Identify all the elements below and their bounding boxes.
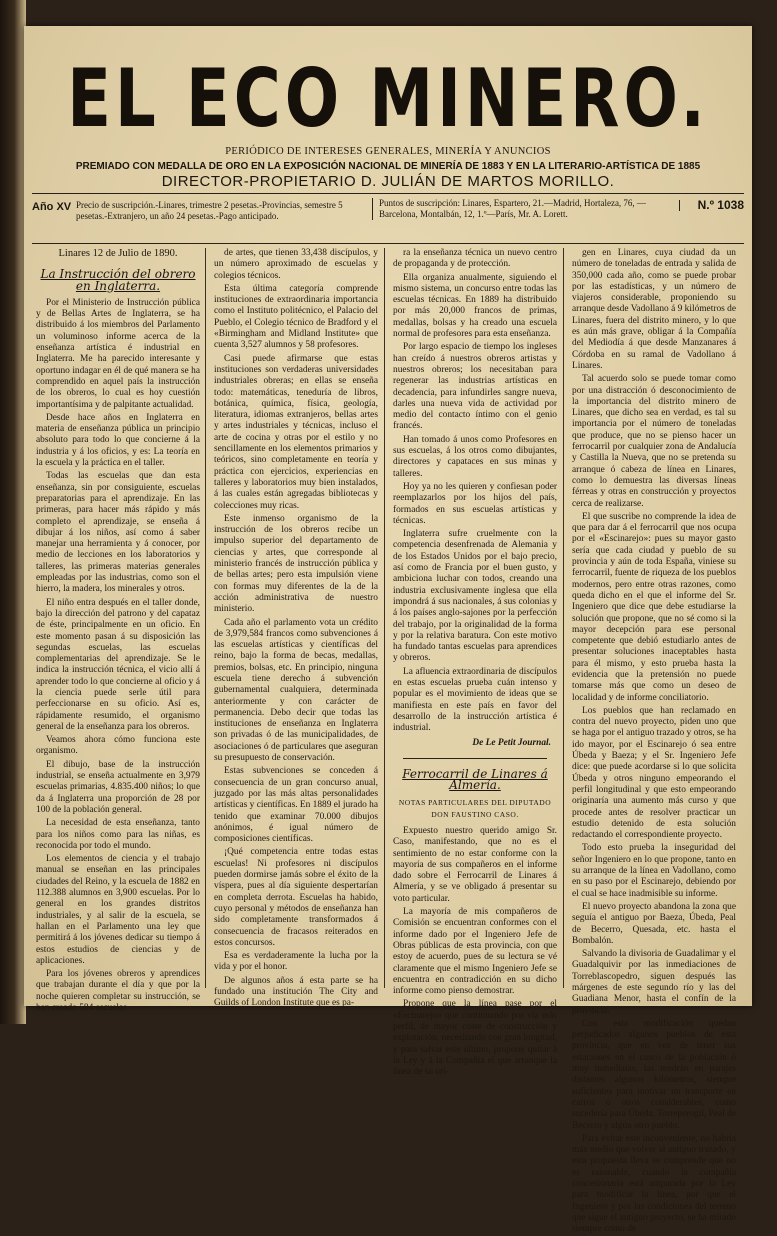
paragraph: La mayoría de mis compañeros de Comisión se encuentran conformes con el informe dado por el Ingeniero Jefe de Obras públicas de esta provincia, con que estoy de acuerdo, pues de su lectura se vé claramente que el mismo Ingeniero Jefe se encuentra en contradicción en su dicho informe como pienso demostrar. [393,907,557,997]
paragraph: Para evitar este inconveniente, no habría más medio que volver al antiguo trazado, y esta propuesta lleva se comprende que no es razonable, cuando la compañía concesionaria está amparada por la Ley para modificar la línea, por que el Ingeniero y por las condiciones del terreno que sigue el antiguo proyecto, se ha mirado siempre como de [572,1133,736,1235]
article-headline: Ferrocarril de Linares á Almería. [402,766,548,793]
paragraph: Todo esto prueba la inseguridad del señor Ingeniero en lo que propone, tanto en su arranque de la línea en Vadollano, como en su paso por el Escinarejo, debiendo por el cual se hace inadmisible su informe. [572,843,736,899]
article-headline: La Instrucción del obrero en Inglaterra. [40,267,196,293]
column-divider [384,248,385,988]
masthead-award: PREMIADO CON MEDALLA DE ORO EN LA EXPOSICIÓN NACIONAL DE MINERÍA DE 1883 Y EN LA LITERARIO-ARTÍSTICA DE 1885 [75,161,701,172]
paragraph: Casi puede afirmarse que estas instituciones son verdaderas universidades industriales obreras; en ellas se enseña todo: matemáticas, teneduría de libros, botánica, química, física, geología, literatura, idiomas extranjeros, bellas artes y artes industriales y técnicas, incluso el arte de cocina y otras por el estilo y no sencillamente en los elementos primarios y teóricos, sino completamente en teoría y práctica con ejercicios, experiencias en talleres y laboratorios muy bien instalados, á las cuales están agregadas bibliotecas y colecciones muy ricas. [214,353,378,511]
paragraph: El que suscribe no comprende la idea de que para dar á el ferrocarril que nos ocupa por el «Escinarejo»: pues su mayor gasto sería que cada ciudad y pueblo de su provincia y aún de toda España, viniese su ferrocarril, fuente de riqueza de los pueblos modernos, pero entre otras razones, como queda dicho en el que el informe del Sr. Ingeniero que dice que debe estudiarse la solución que propone, que no sé como si la mayor decepción para ese personal competente que debió estudiarlo antes de presentar soluciones inaceptables hasta para él mismo, y esto prueba hasta la evidencia que la pretensión no puede tomarse más que como un deseo de localidad y de informe conciliatorio. [572,511,736,703]
subscription-points: Puntos de suscripción: Linares, Espartero, 21.—Madrid, Hortaleza, 76, —Barcelona, Montalbán, 12, 1.º—París, Mr. A. Lorett. [372,198,679,220]
masthead-subtitle: PERIÓDICO DE INTERESES GENERALES, MINERÍA Y ANUNCIOS [225,146,551,157]
article-subhead: NOTAS PARTICULARES DEL DIPUTADO DON FAUSTINO CASO. [398,798,552,819]
paragraph: Salvando la divisoria de Guadalimar y el Guadalquivir por las inmediaciones de Torreblascopedro, siguen después las márgenes de este segundo río y las del Guadiana Menor, hasta el confín de la provincia. [572,949,736,1016]
column-divider [205,248,206,988]
column-1 [36,248,200,1013]
paragraph: ra la enseñanza técnica un nuevo centro de propaganda y de protección. [393,248,557,270]
column-4 [572,248,737,1235]
column-divider [563,248,564,988]
paragraph: de artes, que tienen 33,438 discípulos, y un número aproximado de escuelas y colegios técnicos. [214,248,378,281]
article-signature: De Le Petit Journal. [472,738,551,749]
paragraph: El dibujo, base de la instrucción industrial, se enseña actualmente en 3,979 escuelas primarias, 4.835.400 niños; lo que da á Inglaterra una proporción de 28 por 100 de la población general. [36,759,200,815]
paragraph: Expuesto nuestro querido amigo Sr. Caso, manifestando, que no es el sentimiento de no estar conforme con la mayoría de sus compañeros en el informe dado sobre el Ferrocarril de Linares á Almería, y se ve obligado á presentar su voto particular. [393,825,557,904]
paragraph: Esa es verdaderamente la lucha por la vida y por el honor. [214,951,378,973]
paragraph: La afluencia extraordinaria de discípulos en estas escuelas prueba cuán intenso y popular es el movimiento de ideas que se manifiesta en este país en favor del desarrollo de la instrucción artística é industrial. [393,666,557,734]
rule-top [32,193,744,194]
issue-year: Año XV [32,201,72,213]
paragraph: Esta última categoría comprende instituciones de extraordinaria importancia como el Instituto politécnico, el Palacio del Pueblo, el Colegio técnico de Bradford y el «Birmingham and Midland Institute» que cuenta 3,527 alumnos y 58 profesores. [214,283,378,351]
paragraph: ¡Qué competencia entre todas estas escuelas! Ni profesores ni discípulos pueden dormirse jamás sobre el éxito de la víspera, pues al día siguiente despertarían en completa derrota. Escuelas ha habido, cuyo personal y métodos de enseñanza han sido completamente transformados á consecuencia de fracasos reiterados en estos concursos. [214,847,378,948]
masthead-director: DIRECTOR-PROPIETARIO D. JULIÁN DE MARTOS MORILLO. [161,173,615,190]
paragraph: Por largo espacio de tiempo los ingleses han creído á nuestros obreros artistas y nuestros obreros; los necesitaban para regenerar las industrias artísticas en decadencia, para infundirles sangre nueva, darles una nueva vida de actividad por medio del contacto íntimo con el genio francés. [393,342,557,432]
paragraph: Hoy ya no les quieren y confiesan poder reemplazarlos por los hijos del país, formados en sus escuelas artísticas y técnicas. [393,481,557,526]
paragraph: Por el Ministerio de Instrucción pública y de Bellas Artes de Inglaterra, se ha distribuido á los miembros del Parlamento un voluminoso informe acerca de la enseñanza artística é industrial en Inglaterra. Me ha parecido interesante y oportuno indagar en él de qué manera se ha comprendido en aquel país la instrucción de los obreros, lo cual es hoy cuestión importantísima y de palpitante actualidad. [36,297,200,410]
column-2 [214,248,379,1009]
paragraph: Estas subvenciones se conceden á consecuencia de un gran concurso anual, juzgado por las más altas personalidades artísticas y científicas. En 1889 el jurado ha tenido que examinar 70.000 dibujos anónimos, é igual número de composiciones científicas. [214,766,379,845]
paragraph: Con esta modificación quedan perjudicados algunos pueblos de esta provincia, que en vez de tener sus estaciones en el casco de la población ó muy inmediatas, las tendrán en parajes distantes algunos kilómetros, siempre suficientes para motivar un transporte en carros ó otros considerables, como sucedería para Úbeda, Torreperogil, Peal de Becerro y algún otro pueblo. [572,1018,736,1131]
paragraph: Propone que la línea pase por el «Escinarejo» que continuando por vía más perfil, de mayor coste de construcción y explotación, necesitando con gran longitud, y para salvar este último, propone quitar á la Ley y á la Compañía el que arranque la línea de su ori- [393,999,557,1078]
paragraph: Veamos ahora cómo funciona este organismo. [36,735,200,757]
paragraph: El nuevo proyecto abandona la zona que seguía el antiguo por Baeza, Úbeda, Peal de Becerro, Quesada, etc. hasta el Bombalón. [572,901,736,946]
paragraph: La necesidad de esta enseñanza, tanto para los niños como para las niñas, es reconocida por todo el mundo. [36,818,200,851]
paragraph: Desde hace años en Inglaterra en materia de enseñanza pública un principio absoluto para todo lo que concierne á la industria y á los oficios, y es: La teoría en la escuela y la práctica en el taller. [36,412,200,469]
subscription-prices: Precio de suscripción.-Linares, trimestre 2 pesetas.-Provincias, semestre 5 pesetas.-Extranjero, un año 24 pesetas.-Pago anticipado. [76,200,343,221]
paragraph: El niño entra después en el taller donde, bajo la dirección del patrono y del capataz de éste, principalmente en un oficio. En este momento pasan á su disposición las segundas escuelas, las escuelas complementarias del aprendizaje. Se le indica la instrucción técnica, el vicio allí á aprender todo lo que concierne al oficio y á la ciencia puede serle útil para perfeccionarse en su oficio. Así es, rápidamente resumido, el organismo general de la enseñanza para los obreros. [36,597,200,732]
dateline: Linares 12 de Julio de 1890. [58,248,178,259]
binding-spine [0,0,26,1024]
paragraph: Los elementos de ciencia y el trabajo manual se enseñan en las principales ciudades del Reino, y la escuela de 1882 en 112.388 alumnos en 3,900 escuelas. Por lo general en los grandes distritos industriales, y al salir de la escuela, se hallan en el Parlamento una ley que permitirá á los jóvenes dedicar su tiempo á estos estudios de ciencias y de aplicaciones. [36,854,200,966]
info-bar [32,196,744,242]
newspaper-page [24,26,752,1235]
paragraph: Los pueblos que han reclamado en contra del nuevo proyecto, piden uno que se haga por el antiguo trazado y otros, se ha ido mayor, por el Escinarejo ó sea entre Úbeda y Baeza; y el Sr. Ingeniero Jefe dice: que puede acordarse si lo que solicita Úbeda y otros ninguno empeorando el perfil longitudinal y que esto empeorando originaría una aumento más curso y que procede antes de resolver practicar un estudio detenido de esta solución redactando el correspondiente proyecto. [572,705,737,841]
section-divider [403,758,547,759]
paragraph: Cada año el parlamento vota un crédito de 3,979,584 francos como subvenciones á las escuelas artísticas y científicas del reino, bajo la forma de becas, medallas, premios, bolsas, etc. En principio, ninguna escuela tiene derecho á subvención gubernamental cualquiera, determinada anteriormente y con carácter de permanencia. Debo decir que todas las instituciones de enseñanza en Inglaterra son privadas ó de las municipalidades, de asociaciones ó de particulares que aseguran su presupuesto de conservación. [214,617,378,764]
rule-bottom [32,243,744,244]
paragraph: Este inmenso organismo de la instrucción de los obreros recibe un impulso superior del departamento de ciencias y artes, que corresponde al ministerio francés de instrucción pública y de bellas artes; pero esta impulsión viene con formas muy diferentes de la de la acción administrativa de nuestro ministerio. [214,513,378,615]
paragraph: De algunos años á esta parte se ha fundado una institución The City and Guilds of London Institute que es pa- [214,975,378,1009]
paragraph: Tal acuerdo solo se puede tomar como por una distracción ó desconocimiento de la importancia del distrito minero de Linares, que dicho sea en verdad, es tal su importancia por el número de toneladas que produce, que no se pienso hacer un ferrocarril por cualquier zona de Andalucía y Castilla la Nueva, que no se pretenda su arranque ó cabeza de línea en Linares, como lo demuestra las diversas líneas férreas y otras en construcción y proyectos cerca de realizarse. [572,374,736,509]
paragraph: gen en Linares, cuya ciudad da un número de toneladas de entrada y salida de 350,000 cada año, como se puede probar por las estadísticas, y un número de viajeros considerable, proponiendo su arranque desde Vadollano á 9 kilómetros de Linares, fuera del distrito minero, y lo que es aún más grave, obligar á la Compañía del Mediodía á que desde Manzanares á Córdoba en su ramal de Vadollano á Linares. [572,248,736,371]
paragraph: Inglaterra sufre cruelmente con la competencia desenfrenada de Alemania y de los Estados Unidos por el bajo precio, así como de Francia por el buen gusto, y ambiciona luchar con todos, creando una industria exclusivamente inglesa que ella impondrá á sus nacionales, á sus colonias y á los países anglo-sajones por la perfección del trabajo, por la originalidad de la forma y por la relativa baratura. Con este motivo ha fundado tantas escuelas para aprendices y obreros. [393,529,557,664]
paragraph: Ella organiza anualmente, siguiendo el mismo sistema, un concurso entre todas las escuelas técnicas. En 1889 ha distribuido por más 20,000 francos de primas, medallas, bolsas y ha creado una escuela normal de profesores para esta enseñanza. [393,272,557,340]
paragraph: Para los jóvenes obreros y aprendices que trabajan durante el día y que por la noche quieren completar su instrucción, se han creado 584 escuelas [36,969,200,1013]
paragraph: Han tomado á unos como Profesores en sus escuelas, á los otros como dibujantes, directores y capataces en sus minas y talleres. [393,434,557,479]
column-3 [393,248,557,1078]
masthead-title: EL ECO MINERO. [67,53,709,146]
paragraph: Todas las escuelas que dan esta enseñanza, sin por consiguiente, escuelas preparatorias para el aprendizaje. En las primeras, para hacer más rápido y más completo el aprendizaje, se enseña á dibujar á los niños, así como á saber manejar una herramienta y á conocer, por medio de lecciones en los laboratorios y talleres, las primeras materias generales empleadas por las industrias, como son el hierro, la madera, los minerales y otros. [36,471,200,595]
issue-number: N.º 1038 [679,200,744,211]
